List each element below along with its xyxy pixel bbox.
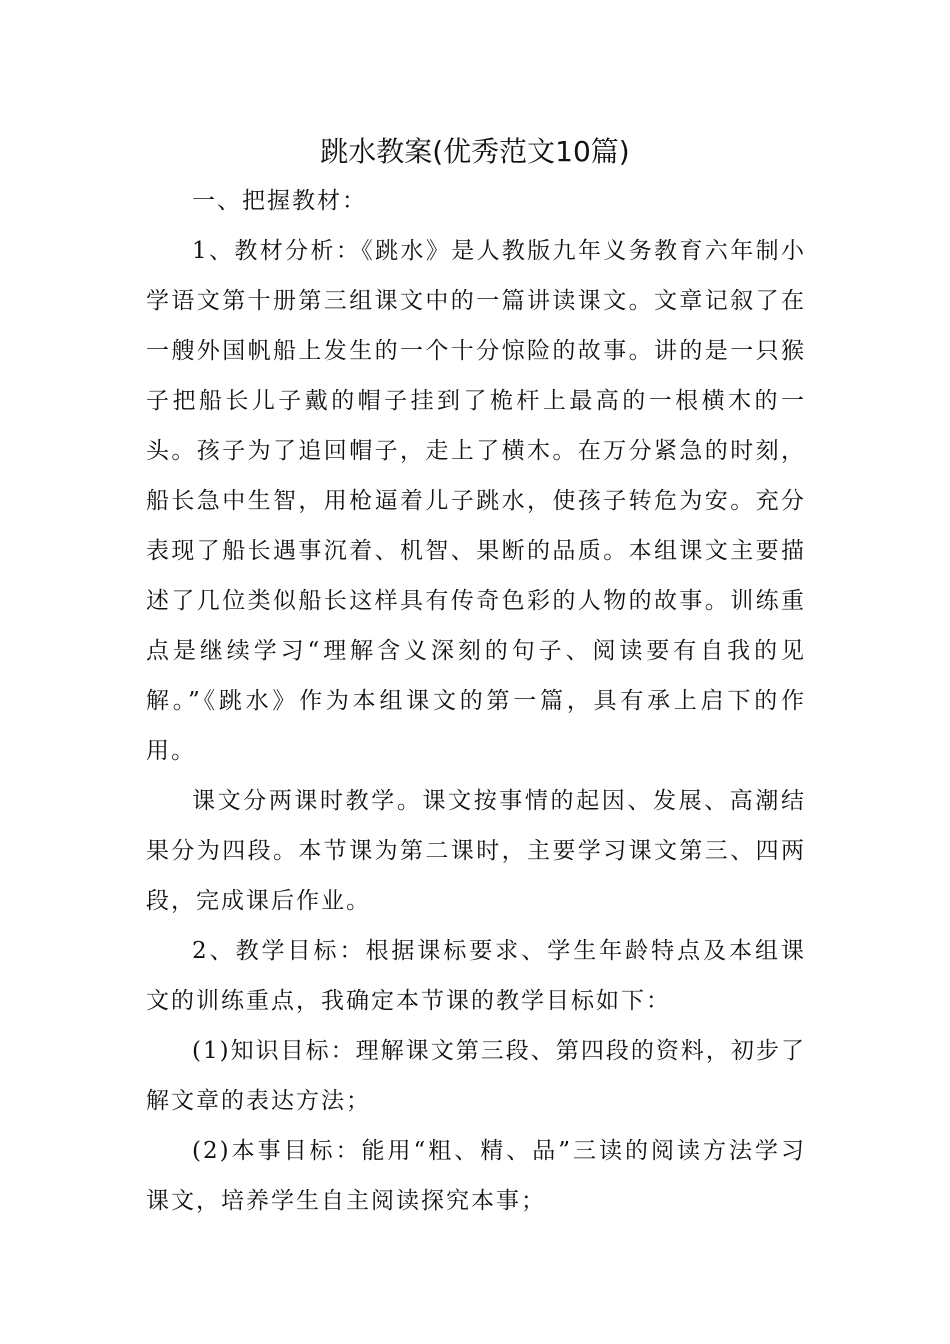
paragraph-textbook-analysis: 1、教材分析：《跳水》是人教版九年义务教育六年制小学语文第十册第三组课文中的一篇讲读课文。文章记叙了在一艘外国帆船上发生的一个十分惊险的故事。讲的是一只猴子把船长儿子戴的帽子挂到了桅杆上最高的一根横木的一头。孩子为了追回帽子，走上了横木。在万分紧急的时刻，船长急中生智，用枪逼着儿子跳水，使孩子转危为安。充分表现了船长遇事沉着、机智、果断的品质。本组课文主要描述了几位类似船长这样具有传奇色彩的人物的故事。训练重点是继续学习“理解含义深刻的句子、阅读要有自我的见解。”《跳水》作为本组课文的第一篇，具有承上启下的作用。 xyxy=(146,238,806,764)
paragraph-knowledge-goal: (1)知识目标：理解课文第三段、第四段的资料，初步了解文章的表达方法； xyxy=(146,1038,806,1114)
paragraph-lesson-schedule: 课文分两课时教学。课文按事情的起因、发展、高潮结果分为四段。本节课为第二课时，主要学习课文第三、四两段，完成课后作业。 xyxy=(146,788,806,914)
paragraph-teaching-goals: 2、教学目标：根据课标要求、学生年龄特点及本组课文的训练重点，我确定本节课的教学目标如下： xyxy=(146,938,806,1014)
document-title: 跳水教案(优秀范文10篇) xyxy=(320,135,630,168)
document-body xyxy=(146,176,806,1226)
section-heading: 一、把握教材： xyxy=(192,188,367,214)
paragraph-skill-goal: (2)本事目标：能用“粗、精、品”三读的阅读方法学习课文，培养学生自主阅读探究本事； xyxy=(146,1138,806,1214)
